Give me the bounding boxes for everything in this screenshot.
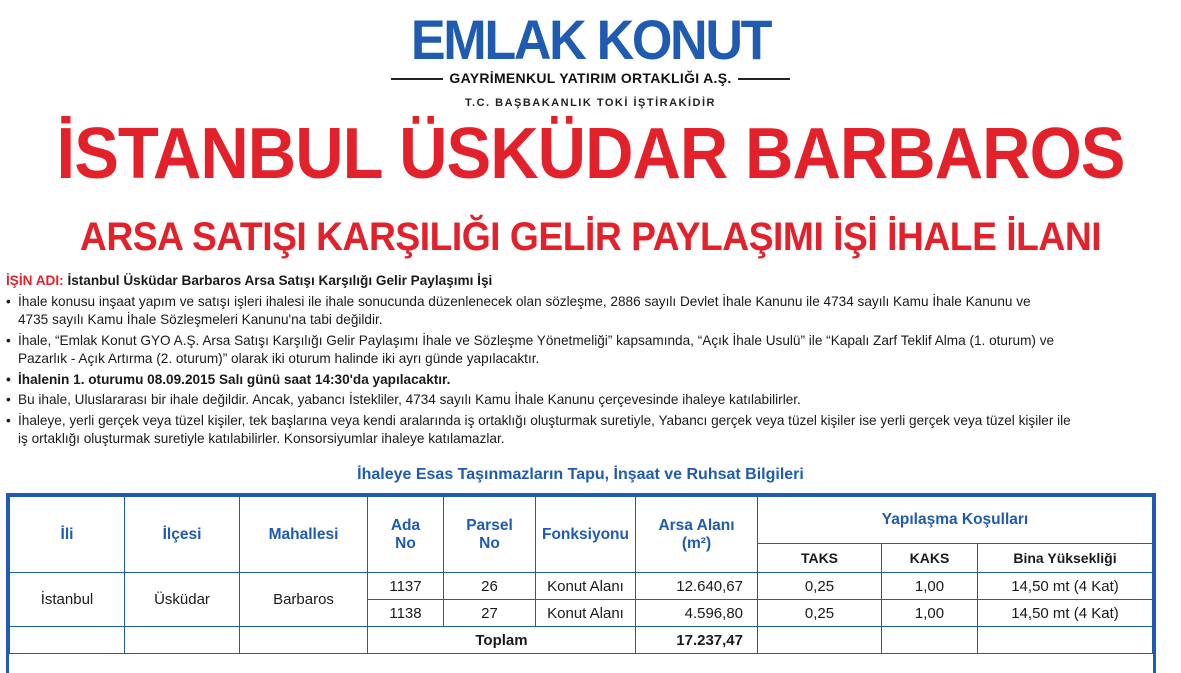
cell-ada: 1137 xyxy=(368,573,444,600)
total-label: Toplam xyxy=(368,627,636,654)
bullet-text: 4735 sayılı Kamu İhale Sözleşmeleri Kanunu'na tabi değildir. xyxy=(18,312,383,327)
logo-subtitle xyxy=(0,70,1181,86)
job-label: İŞİN ADI: xyxy=(6,273,64,288)
header-parsel xyxy=(444,497,536,573)
property-table-frame xyxy=(6,493,1156,673)
property-table xyxy=(9,496,1153,654)
bullet-text: Pazarlık - Açık Artırma (2. oturum)” olarak iki oturum halinde iki ayrı günde yapılacaktır. xyxy=(18,351,540,366)
bullet-text: iş ortaklığı oluşturmak suretiyle katılabilirler. Konsorsiyumlar ihaleye katılamazlar. xyxy=(18,431,505,446)
bullet-item xyxy=(6,371,1171,390)
cell-taks: 0,25 xyxy=(758,600,882,627)
cell-parsel: 26 xyxy=(444,573,536,600)
main-title: İSTANBUL ÜSKÜDAR BARBAROS xyxy=(56,114,1125,194)
logo-rule-right xyxy=(738,78,790,80)
bullet-mark: • xyxy=(6,412,11,428)
cell-bina: 14,50 mt (4 Kat) xyxy=(978,573,1153,600)
header-il: İli xyxy=(10,497,125,573)
header-ada-line1: Ada xyxy=(390,516,421,534)
bullet-item xyxy=(6,412,1171,449)
bullet-item xyxy=(6,332,1171,369)
header-arsa-line1: Arsa Alanı xyxy=(658,516,735,534)
cell-arsa: 12.640,67 xyxy=(636,573,758,600)
job-name-line xyxy=(6,272,1171,291)
header-ilce: İlçesi xyxy=(125,497,240,573)
cell-il: İstanbul xyxy=(10,573,125,627)
emlak-konut-logo: EMLAK KONUT xyxy=(410,8,771,71)
job-value: İstanbul Üsküdar Barbaros Arsa Satışı Karşılığı Gelir Paylaşımı İşi xyxy=(67,273,493,288)
header-mahalle: Mahallesi xyxy=(240,497,368,573)
bullet-mark: • xyxy=(6,392,11,407)
cell-empty xyxy=(10,627,125,654)
cell-empty xyxy=(240,627,368,654)
table-row xyxy=(10,573,1153,600)
cell-arsa: 4.596,80 xyxy=(636,600,758,627)
cell-mahalle: Barbaros xyxy=(240,573,368,627)
header-fonksiyon: Fonksiyonu xyxy=(536,497,636,573)
sub-title: ARSA SATIŞI KARŞILIĞI GELİR PAYLAŞIMI İŞİ İHALE İLANI xyxy=(79,215,1102,259)
cell-kaks: 1,00 xyxy=(882,600,978,627)
header-ada-line2: No xyxy=(395,534,416,552)
cell-empty xyxy=(758,627,882,654)
header-bina: Bina Yüksekliği xyxy=(978,544,1153,573)
cell-bina: 14,50 mt (4 Kat) xyxy=(978,600,1153,627)
cell-ilce: Üsküdar xyxy=(125,573,240,627)
header-kaks: KAKS xyxy=(882,544,978,573)
cell-taks: 0,25 xyxy=(758,573,882,600)
announcement-body xyxy=(6,272,1171,449)
header-parsel-line1: Parsel xyxy=(466,516,513,534)
cell-ada: 1138 xyxy=(368,600,444,627)
bullet-text: İhale konusu inşaat yapım ve satışı işleri ihalesi ile ihale sonucunda düzenlenecek olan sözleşme, 2886 sayılı Devlet İhale Kanunu ile 4734 sayılı Kamu İhale Kanunu ve xyxy=(18,293,1031,309)
bullet-text: Bu ihale, Uluslararası bir ihale değildir. Ancak, yabancı İstekliler, 4734 sayılı Kamu İhale Kanunu çerçevesinde ihaleye katılabilirler. xyxy=(18,392,801,407)
cell-parsel: 27 xyxy=(444,600,536,627)
table-title: İhaleye Esas Taşınmazların Tapu, İnşaat ve Ruhsat Bilgileri xyxy=(357,466,804,483)
bullet-item xyxy=(6,391,1171,410)
header-arsa-line2: (m²) xyxy=(681,534,712,552)
cell-empty xyxy=(978,627,1153,654)
bullet-mark: • xyxy=(6,371,11,387)
header-arsa xyxy=(636,497,758,573)
header-yapilasma: Yapılaşma Koşulları xyxy=(758,497,1153,544)
bullet-mark: • xyxy=(6,332,11,348)
cell-fonksiyon: Konut Alanı xyxy=(536,600,636,627)
total-value: 17.237,47 xyxy=(636,627,758,654)
bullet-mark: • xyxy=(6,293,11,309)
bullet-text: İhale, “Emlak Konut GYO A.Ş. Arsa Satışı Karşılığı Gelir Paylaşımı İhale ve Sözleşme Yönetmeliği” kapsamında, “Açık İhale Usulü” ile “Kapalı Zarf Teklif Alma (1. oturum) ve xyxy=(18,332,1055,348)
cell-empty xyxy=(882,627,978,654)
bullet-text: İhalenin 1. oturumu 08.09.2015 Salı günü saat 14:30'da yapılacaktır. xyxy=(18,371,451,387)
cell-fonksiyon: Konut Alanı xyxy=(536,573,636,600)
cell-empty xyxy=(125,627,240,654)
header-parsel-line2: No xyxy=(479,534,500,552)
cell-kaks: 1,00 xyxy=(882,573,978,600)
logo-rule-left xyxy=(391,78,443,80)
logo-sub-text: GAYRİMENKUL YATIRIM ORTAKLIĞI A.Ş. xyxy=(449,70,732,86)
header-ada xyxy=(368,497,444,573)
header-taks: TAKS xyxy=(758,544,882,573)
logo-toki-text: T.C. BAŞBAKANLIK TOKİ İŞTİRAKİDİR xyxy=(465,97,716,109)
table-total-row xyxy=(10,627,1153,654)
bullet-item xyxy=(6,293,1171,330)
bullet-text: İhaleye, yerli gerçek veya tüzel kişiler, tek başlarına veya kendi aralarında iş ortaklığı oluşturmak suretiyle, Yabancı gerçek veya tüzel kişiler ise yerli gerçek veya tüzel kişiler ile xyxy=(18,412,1071,428)
